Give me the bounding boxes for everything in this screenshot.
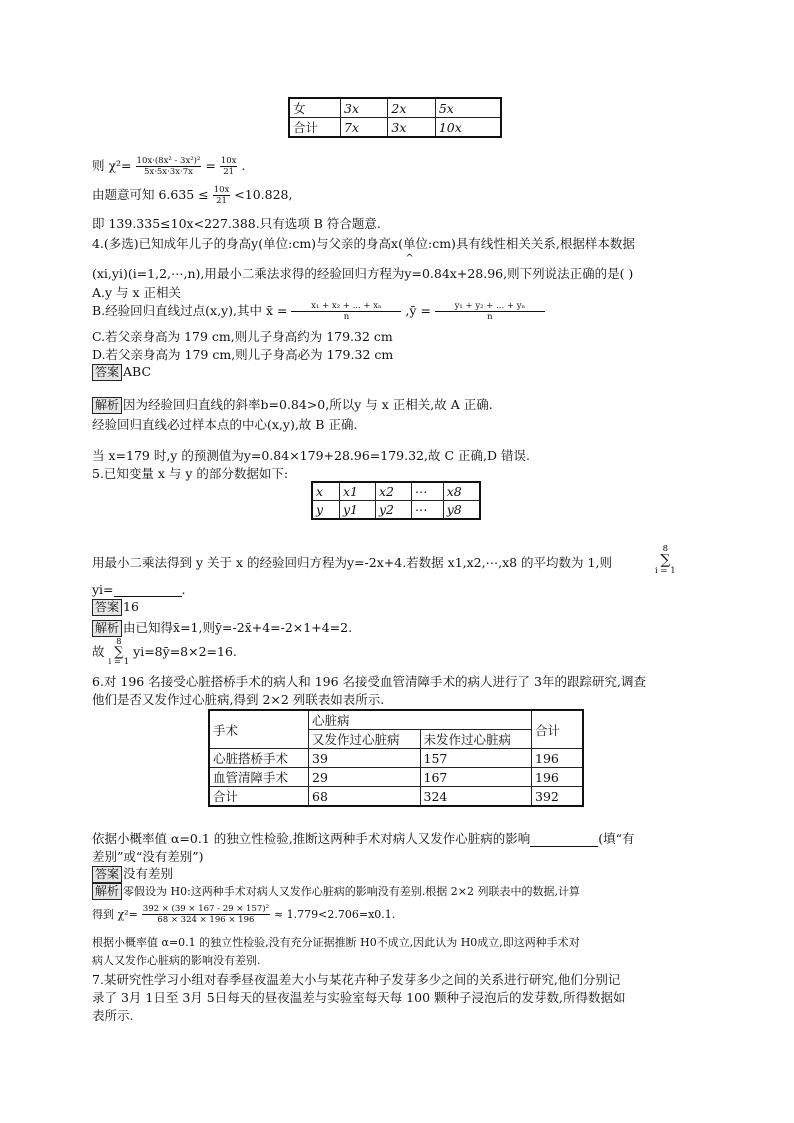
table-cell: 合计 <box>209 787 309 807</box>
q4-option-b-ynum: y₁ + y₂ + ... + yₙ <box>435 301 545 312</box>
q5-line-2-text: 用最小二乘法得到 y 关于 x 的经验回归方程为y=-2x+4.若数据 x1,x2,⋯,x8 的平均数为 1,则 <box>92 555 612 570</box>
q5-sum-symbol <box>655 544 676 576</box>
chi-denominator: 5x·5x·3x·7x <box>144 167 193 177</box>
table-cell: 血管清障手术 <box>209 768 309 787</box>
header-total: 合计 <box>532 710 584 749</box>
analysis-text: 零假设为 H0:这两种手术对病人又发作心脏病的影响没有差别.根据 2×2 列联表中的数据,计算 <box>123 885 581 898</box>
sum-sigma: ∑ <box>114 645 124 660</box>
table-cell: x1 <box>340 482 376 501</box>
table-cell: 68 <box>309 787 421 807</box>
chi-line-2-fraction <box>213 185 231 206</box>
q6-line-2: 他们是否又发作过心脏病,得到 2×2 列联表如表所示. <box>92 692 385 707</box>
q6-line-3-end: (填“有 <box>598 831 635 846</box>
q4-answer <box>92 364 151 381</box>
q6-line-3-text: 依据小概率值 α=0.1 的独立性检验,推断这两种手术对病人又发作心脏病的影响 <box>92 831 531 846</box>
table-cell: x <box>312 482 340 501</box>
answer-tag: 答案 <box>92 599 122 616</box>
q7-line-1: 7.某研究性学习小组对春季昼夜温差大小与某花卉种子发芽多少之间的关系进行研究,他们分别记 <box>92 972 621 987</box>
analysis-text: 因为经验回归直线的斜率b=0.84>0,所以y 与 x 正相关,故 A 正确. <box>123 397 493 412</box>
table-row <box>209 787 583 807</box>
q4-analysis-3: 当 x=179 时,y 的预测值为y=0.84×179+28.96=179.32,故 C 正确,D 错误. <box>92 448 530 463</box>
q6-chi-numerator: 392 × (39 × 167 - 29 × 157)² <box>142 904 269 914</box>
q6-table <box>208 709 584 807</box>
q4-analysis-2: 经验回归直线必过样本点的中心(x,y),故 B 正确. <box>92 417 358 432</box>
analysis-tag: 解析 <box>92 620 122 637</box>
table-cell: 合计 <box>289 118 341 138</box>
table-cell: 10x <box>435 118 501 138</box>
sum-bottom: i = 1 <box>108 657 130 667</box>
table-row <box>289 118 501 138</box>
chi-line-2 <box>92 185 292 206</box>
chi-fraction-2 <box>220 156 238 177</box>
chi-end: . <box>241 158 246 173</box>
chi-equals: = <box>205 158 216 173</box>
q4-option-b <box>92 301 545 322</box>
chi-line-2-end: <10.828, <box>234 187 293 202</box>
answer-text: 没有差别 <box>123 866 174 881</box>
q6-analysis-1 <box>92 883 580 900</box>
sum-top: 8 <box>662 544 669 554</box>
table-cell: 324 <box>420 787 532 807</box>
table-cell: 157 <box>420 749 532 768</box>
table-cell: 5x <box>435 98 501 118</box>
sum-top: 8 <box>116 637 122 647</box>
table-cell: x8 <box>443 482 480 501</box>
q7-line-3: 表所示. <box>92 1008 134 1023</box>
table-cell: 女 <box>289 98 341 118</box>
chi-prefix: 则 χ²= <box>92 158 132 173</box>
q4-option-b-y: ,ȳ = <box>405 303 431 318</box>
table-cell: 196 <box>532 768 584 787</box>
q5-line-2 <box>92 553 612 571</box>
top-table <box>288 97 502 138</box>
chi-line-3: 即 139.335≤10x<227.388.只有选项 B 符合题意. <box>92 216 381 231</box>
chi-numerator-2: 10x <box>220 156 237 166</box>
q6-line-3 <box>92 829 635 847</box>
table-cell: 392 <box>532 787 584 807</box>
q4-option-b-xfrac <box>291 301 401 322</box>
chi-fraction <box>136 156 202 177</box>
sum-sigma: ∑ <box>660 552 671 568</box>
q4-option-b-xden: n <box>343 312 350 322</box>
analysis-text: 由已知得x̄=1,则ȳ=-2x̄+4=-2×1+4=2. <box>123 620 353 635</box>
answer-tag: 答案 <box>92 866 122 883</box>
q7-line-2: 录了 3月 1日至 3月 5日每天的昼夜温差与实验室每天每 100 颗种子浸泡后的发芽数,所得数据如 <box>92 990 626 1005</box>
table-cell: 167 <box>420 768 532 787</box>
chi-line-2-prefix: 由题意可知 6.635 ≤ <box>92 187 213 202</box>
header-no: 未发作过心脏病 <box>420 730 532 749</box>
chi-line-2-numerator: 10x <box>213 185 230 195</box>
q4-line-2b: ^ y=0.84x+28.96,则下列说法正确的是( ) <box>404 264 633 282</box>
table-cell: 心脏搭桥手术 <box>209 749 309 768</box>
header-surgery: 手术 <box>209 710 309 749</box>
q4-option-b-x: x̄ = <box>265 303 288 318</box>
q4-option-b-yfrac <box>435 301 545 322</box>
analysis-tag: 解析 <box>92 883 122 900</box>
table-cell: y8 <box>443 501 480 520</box>
table-row <box>209 768 583 787</box>
table-row <box>312 501 480 520</box>
q6-line-4: 差别”或“没有差别”) <box>92 849 204 864</box>
table-row <box>289 98 501 118</box>
table-cell: 29 <box>309 768 421 787</box>
chi-denominator-2: 21 <box>223 167 235 177</box>
table-row <box>209 710 583 730</box>
q5-line-3-end: . <box>181 582 186 597</box>
q4-line-1: 4.(多选)已知成年儿子的身高y(单位:cm)与父亲的身高x(单位:cm)具有线性相关关系,根据样本数据 <box>92 236 635 251</box>
chi-numerator: 10x·(8x² - 3x²)² <box>136 156 201 166</box>
table-row <box>209 749 583 768</box>
q5-table <box>311 481 481 520</box>
table-cell: ⋯ <box>411 482 443 501</box>
answer-tag: 答案 <box>92 364 122 381</box>
q4-option-c: C.若父亲身高为 179 cm,则儿子身高约为 179.32 cm <box>92 329 393 344</box>
table-cell: y <box>312 501 340 520</box>
q5-analysis-2-post: yi=8ȳ=8×2=16. <box>133 644 237 659</box>
q5-analysis-2 <box>92 638 237 667</box>
q5-analysis-1 <box>92 618 352 637</box>
q4-line-2 <box>92 264 633 282</box>
q6-analysis-2 <box>92 904 395 925</box>
q6-analysis-3: 根据小概率值 α=0.1 的独立性检验,没有充分证据推断 H0不成立,因此认为 H0成立,即这两种手术对 <box>92 936 580 949</box>
answer-blank <box>114 583 182 597</box>
table-cell: 3x <box>388 118 435 138</box>
q6-analysis-4: 病人又发作心脏病的影响没有差别. <box>92 954 261 967</box>
q4-analysis-1 <box>92 395 493 414</box>
analysis-tag: 解析 <box>92 397 122 414</box>
table-cell: 39 <box>309 749 421 768</box>
answer-text: ABC <box>123 364 152 379</box>
q6-answer <box>92 864 173 883</box>
answer-text: 16 <box>123 599 139 614</box>
chi-line-2-denominator: 21 <box>216 196 227 206</box>
answer-blank <box>530 833 598 847</box>
q4-option-b-xnum: x₁ + x₂ + ... + xₙ <box>291 301 401 312</box>
q6-chi-fraction <box>142 904 270 925</box>
table-cell: 2x <box>388 98 435 118</box>
q4-option-b-text: B.经验回归直线过点(x,y),其中 <box>92 303 262 318</box>
table-cell: ⋯ <box>411 501 443 520</box>
table-cell: y1 <box>340 501 376 520</box>
table-row <box>312 482 480 501</box>
q4-option-a: A.y 与 x 正相关 <box>92 285 182 300</box>
table-cell: 196 <box>532 749 584 768</box>
q6-line-1: 6.对 196 名接受心脏搭桥手术的病人和 196 名接受血管清障手术的病人进行了 3年的跟踪研究,调查 <box>92 674 646 689</box>
q6-analysis-2-pre: 得到 χ²= <box>92 908 138 921</box>
q5-line-1: 5.已知变量 x 与 y 的部分数据如下: <box>92 466 289 481</box>
q5-analysis-2-pre: 故 <box>92 644 105 659</box>
table-cell: y2 <box>375 501 411 520</box>
q4-option-b-yden: n <box>487 312 493 322</box>
chi-line-1 <box>92 156 245 177</box>
q6-chi-denominator: 68 × 324 × 196 × 196 <box>157 915 255 925</box>
q5-analysis-sum <box>109 638 130 667</box>
header-yes: 又发作过心脏病 <box>309 730 421 749</box>
table-cell: 7x <box>341 118 388 138</box>
q5-answer <box>92 599 139 616</box>
q4-option-d: D.若父亲身高为 179 cm,则儿子身高必为 179.32 cm <box>92 347 394 362</box>
header-heart: 心脏病 <box>309 710 532 730</box>
table-cell: x2 <box>375 482 411 501</box>
sum-bottom: i = 1 <box>655 566 676 576</box>
q5-line-3 <box>92 582 186 597</box>
q5-line-3-text: yi= <box>92 582 114 597</box>
q4-line-2a: (xi,yi)(i=1,2,⋯,n),用最小二乘法求得的经验回归方程为 <box>92 266 405 281</box>
table-cell: 3x <box>341 98 388 118</box>
q6-analysis-2-post: ≈ 1.779<2.706=x0.1. <box>273 908 396 921</box>
